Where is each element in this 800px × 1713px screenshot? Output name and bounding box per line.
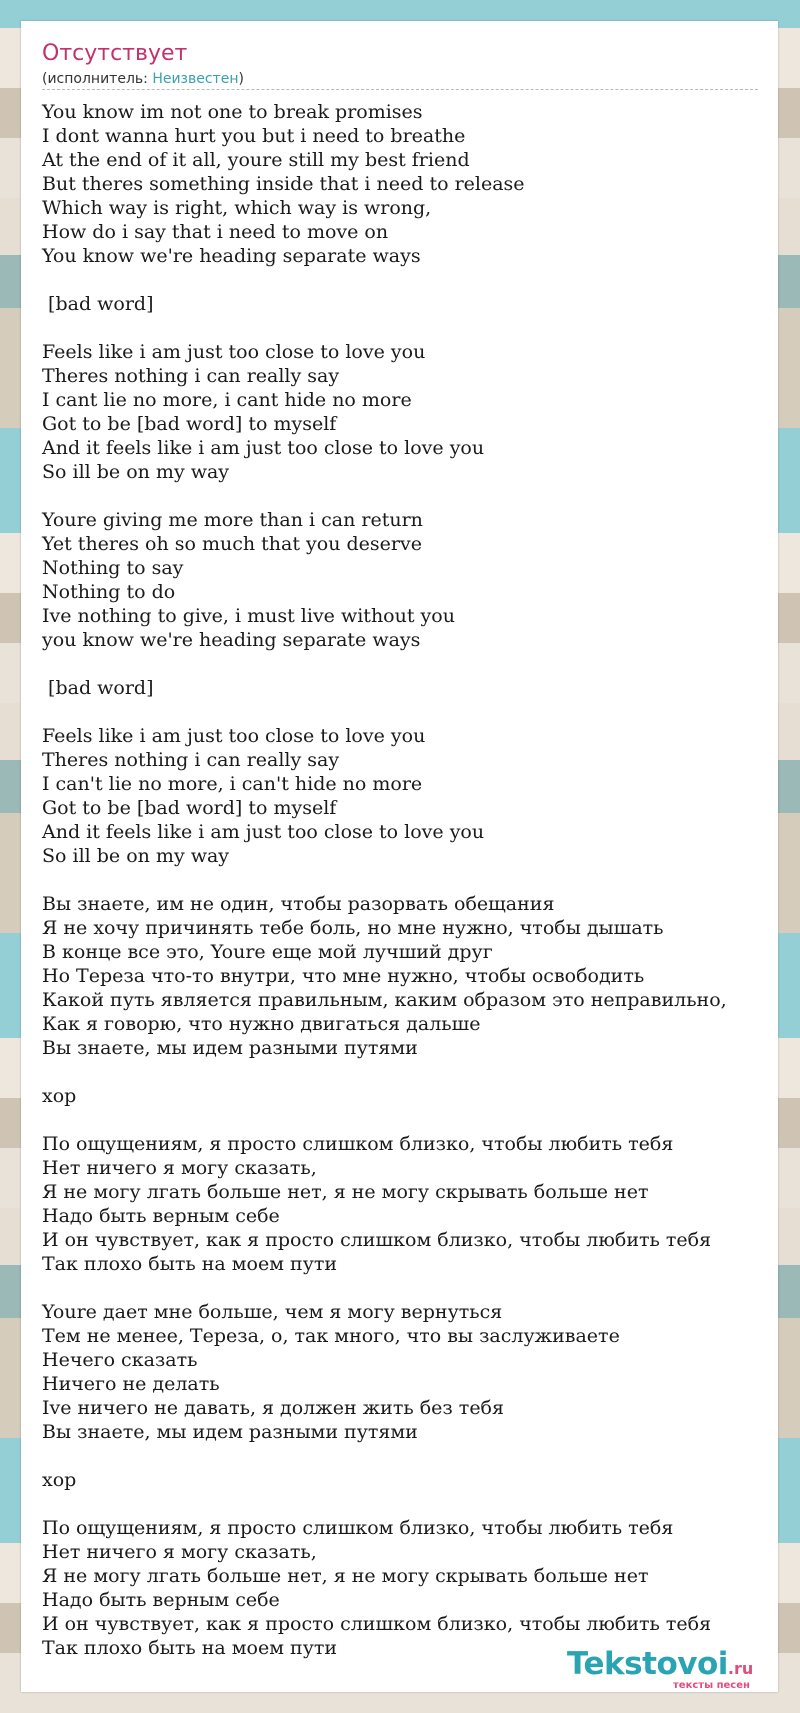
lyric-line: Ничего не делать	[42, 1373, 220, 1395]
lyric-line: Yet theres oh so much that you deserve	[42, 533, 422, 555]
lyric-line: Nothing to do	[42, 581, 176, 603]
lyric-line: And it feels like i am just too close to love you	[42, 437, 485, 459]
lyric-line: хор	[42, 1085, 77, 1107]
lyric-line: Вы знаете, им не один, чтобы разорвать обещания	[42, 893, 555, 915]
song-title: Отсутствует	[42, 41, 188, 66]
lyric-line: Так плохо быть на моем пути	[42, 1637, 338, 1659]
lyric-line: Нет ничего я могу сказать,	[42, 1541, 317, 1563]
lyrics-card	[21, 21, 778, 1692]
lyric-line: Ive nothing to give, i must live without you	[42, 605, 455, 627]
artist-suffix: )	[238, 71, 244, 87]
lyric-line: Нечего сказать	[42, 1349, 198, 1371]
lyric-line: Which way is right, which way is wrong,	[42, 197, 432, 219]
lyric-line: Nothing to say	[42, 557, 184, 579]
lyric-line: Так плохо быть на моем пути	[42, 1253, 338, 1275]
lyric-line	[42, 1444, 772, 1468]
lyric-line: И он чувствует, как я просто слишком близко, чтобы любить тебя	[42, 1613, 712, 1635]
lyric-line: I dont wanna hurt you but i need to breathe	[42, 125, 466, 147]
lyric-line: Feels like i am just too close to love you	[42, 725, 426, 747]
artist-link[interactable]: Неизвестен	[152, 71, 239, 87]
lyric-line: И он чувствует, как я просто слишком близко, чтобы любить тебя	[42, 1229, 712, 1251]
lyric-line: [bad word]	[42, 293, 154, 315]
lyric-line: Тем не менее, Тереза, о, так много, что вы заслуживаете	[42, 1325, 620, 1347]
lyric-line	[42, 316, 772, 340]
lyric-line	[42, 700, 772, 724]
lyric-line	[42, 268, 772, 292]
lyric-line: По ощущениям, я просто слишком близко, чтобы любить тебя	[42, 1517, 674, 1539]
lyric-line	[42, 1108, 772, 1132]
lyric-line: So ill be on my way	[42, 845, 230, 867]
lyric-line: Какой путь является правильным, каким образом это неправильно,	[42, 989, 727, 1011]
artist-line	[42, 70, 244, 88]
logo-name: Tekstovoi	[567, 1646, 728, 1682]
lyric-line	[42, 1276, 772, 1300]
lyric-line: You know we're heading separate ways	[42, 245, 421, 267]
site-logo[interactable]	[567, 1647, 767, 1697]
lyric-line: Youre giving me more than i can return	[42, 509, 423, 531]
lyric-line: Got to be [bad word] to myself	[42, 413, 337, 435]
lyric-line: you know we're heading separate ways	[42, 629, 421, 651]
lyric-line: хор	[42, 1469, 77, 1491]
lyric-line: По ощущениям, я просто слишком близко, чтобы любить тебя	[42, 1133, 674, 1155]
lyric-line: [bad word]	[42, 677, 154, 699]
lyric-line: Надо быть верным себе	[42, 1589, 280, 1611]
lyric-line: And it feels like i am just too close to love you	[42, 821, 485, 843]
logo-tld: .ru	[727, 1659, 754, 1678]
lyric-line: Ive ничего не давать, я должен жить без тебя	[42, 1397, 504, 1419]
lyric-line: Youre дает мне больше, чем я могу вернуться	[42, 1301, 503, 1323]
lyric-line: Feels like i am just too close to love you	[42, 341, 426, 363]
logo-tagline: тексты песен	[673, 1680, 750, 1691]
lyric-line: Я не могу лгать больше нет, я не могу скрывать больше нет	[42, 1565, 649, 1587]
lyric-line: Theres nothing i can really say	[42, 749, 340, 771]
artist-prefix: (исполнитель:	[42, 71, 153, 87]
lyric-line	[42, 1060, 772, 1084]
lyric-line: I cant lie no more, i cant hide no more	[42, 389, 412, 411]
lyric-line	[42, 484, 772, 508]
lyric-line: Надо быть верным себе	[42, 1205, 280, 1227]
lyric-line	[42, 868, 772, 892]
header-divider	[42, 89, 758, 90]
lyric-line: But theres something inside that i need to release	[42, 173, 525, 195]
lyric-line: Нет ничего я могу сказать,	[42, 1157, 317, 1179]
lyric-line: Вы знаете, мы идем разными путями	[42, 1037, 418, 1059]
lyric-line	[42, 652, 772, 676]
lyric-line: At the end of it all, youre still my best friend	[42, 149, 470, 171]
lyric-line: You know im not one to break promises	[42, 101, 423, 123]
lyric-line: So ill be on my way	[42, 461, 230, 483]
lyric-line	[42, 1492, 772, 1516]
lyric-line: Вы знаете, мы идем разными путями	[42, 1421, 418, 1443]
lyric-line: Но Тереза что-то внутри, что мне нужно, чтобы освободить	[42, 965, 645, 987]
lyric-line: I can't lie no more, i can't hide no more	[42, 773, 423, 795]
lyric-line: How do i say that i need to move on	[42, 221, 389, 243]
lyric-line: Как я говорю, что нужно двигаться дальше	[42, 1013, 481, 1035]
lyric-line: Я не хочу причинять тебе боль, но мне нужно, чтобы дышать	[42, 917, 664, 939]
lyric-line: В конце все это, Youre еще мой лучший друг	[42, 941, 493, 963]
lyric-line: Got to be [bad word] to myself	[42, 797, 337, 819]
lyrics-text	[42, 100, 772, 1660]
lyric-line: Я не могу лгать больше нет, я не могу скрывать больше нет	[42, 1181, 649, 1203]
lyric-line: Theres nothing i can really say	[42, 365, 340, 387]
